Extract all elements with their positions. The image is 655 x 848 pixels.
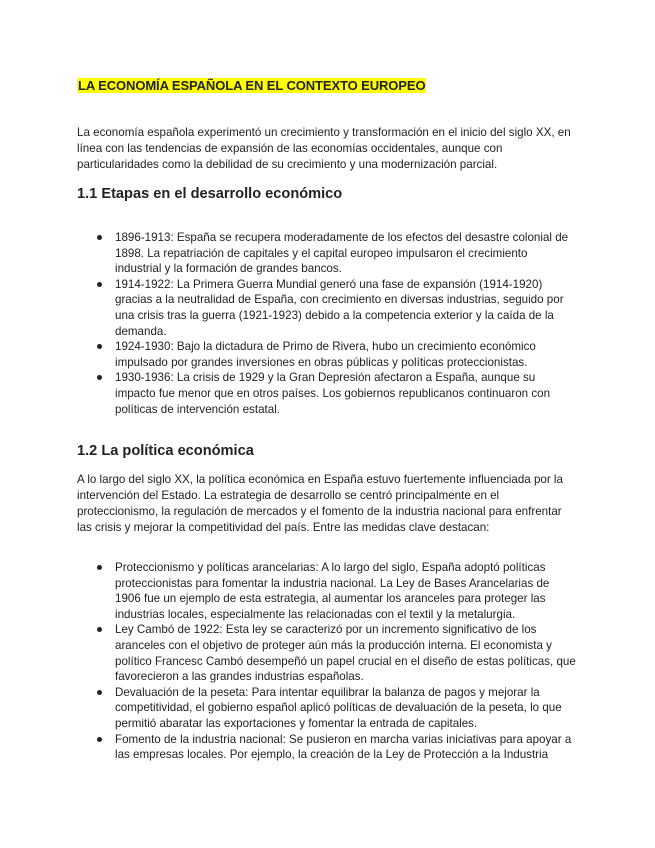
- section-2-list: [77, 560, 577, 763]
- section-2-heading: 1.2 La política económica: [77, 443, 254, 459]
- section-1-item: 1924-1930: Bajo la dictadura de Primo de Rivera, hubo un crecimiento económico impulsado por grandes inversiones en obras públicas y políticas proteccionistas.: [77, 339, 577, 370]
- section-1-list: [77, 230, 577, 417]
- section-2-item: Proteccionismo y políticas arancelarias: A lo largo del siglo, España adoptó políticas proteccionistas para fomentar la industria nacional. La Ley de Bases Arancelarias de 1906 fue un ejemplo de esta estrategia, al aumentar los aranceles para proteger las industrias locales, especialmente las relacionadas con el textil y la metalurgia.: [77, 560, 577, 622]
- document-title-text: LA ECONOMÍA ESPAÑOLA EN EL CONTEXTO EUROPEO: [78, 78, 426, 93]
- section-1-item: 1896-1913: España se recupera moderadamente de los efectos del desastre colonial de 1898. La repatriación de capitales y el capital europeo impulsaron el crecimiento industrial y la formación de grandes bancos.: [77, 230, 577, 277]
- section-1-item: 1930-1936: La crisis de 1929 y la Gran Depresión afectaron a España, aunque su impacto fue menor que en otros países. Los gobiernos republicanos continuaron con políticas de intervención estatal.: [77, 370, 577, 417]
- section-1-item: 1914-1922: La Primera Guerra Mundial generó una fase de expansión (1914-1920) gracias a la neutralidad de España, con crecimiento en diversas industrias, seguido por una crisis tras la guerra (1921-1923) debido a la competencia exterior y la caída de la demanda.: [77, 277, 577, 339]
- section-2-item: Devaluación de la peseta: Para intentar equilibrar la balanza de pagos y mejorar la competitividad, el gobierno español aplicó políticas de devaluación de la peseta, lo que permitió abaratar las exportaciones y fomentar la entrada de capitales.: [77, 685, 577, 732]
- section-2-paragraph: A lo largo del siglo XX, la política económica en España estuvo fuertemente influenciada por la intervención del Estado. La estrategia de desarrollo se centró principalmente en el proteccionismo, la regulación de mercados y el fomento de la industria nacional para enfrentar las crisis y mejorar la competitividad del país. Entre las medidas clave destacan:: [77, 473, 563, 534]
- section-2-item: Fomento de la industria nacional: Se pusieron en marcha varias iniciativas para apoyar a las empresas locales. Por ejemplo, la creación de la Ley de Protección a la Industria: [77, 732, 577, 763]
- intro-paragraph: La economía española experimentó un crecimiento y transformación en el inicio del siglo XX, en línea con las tendencias de expansión de las economías occidentales, aunque con particularidades como la debilidad de su crecimiento y una modernización parcial.: [77, 126, 571, 171]
- section-2-item: Ley Cambó de 1922: Esta ley se caracterizó por un incremento significativo de los aranceles con el objetivo de proteger aún más la producción interna. El economista y político Francesc Cambó desempeñó un papel crucial en el diseño de estas políticas, que favorecieron a las grandes industrias españolas.: [77, 622, 577, 684]
- section-1-heading: 1.1 Etapas en el desarrollo económico: [77, 186, 343, 202]
- document-title: [77, 77, 426, 95]
